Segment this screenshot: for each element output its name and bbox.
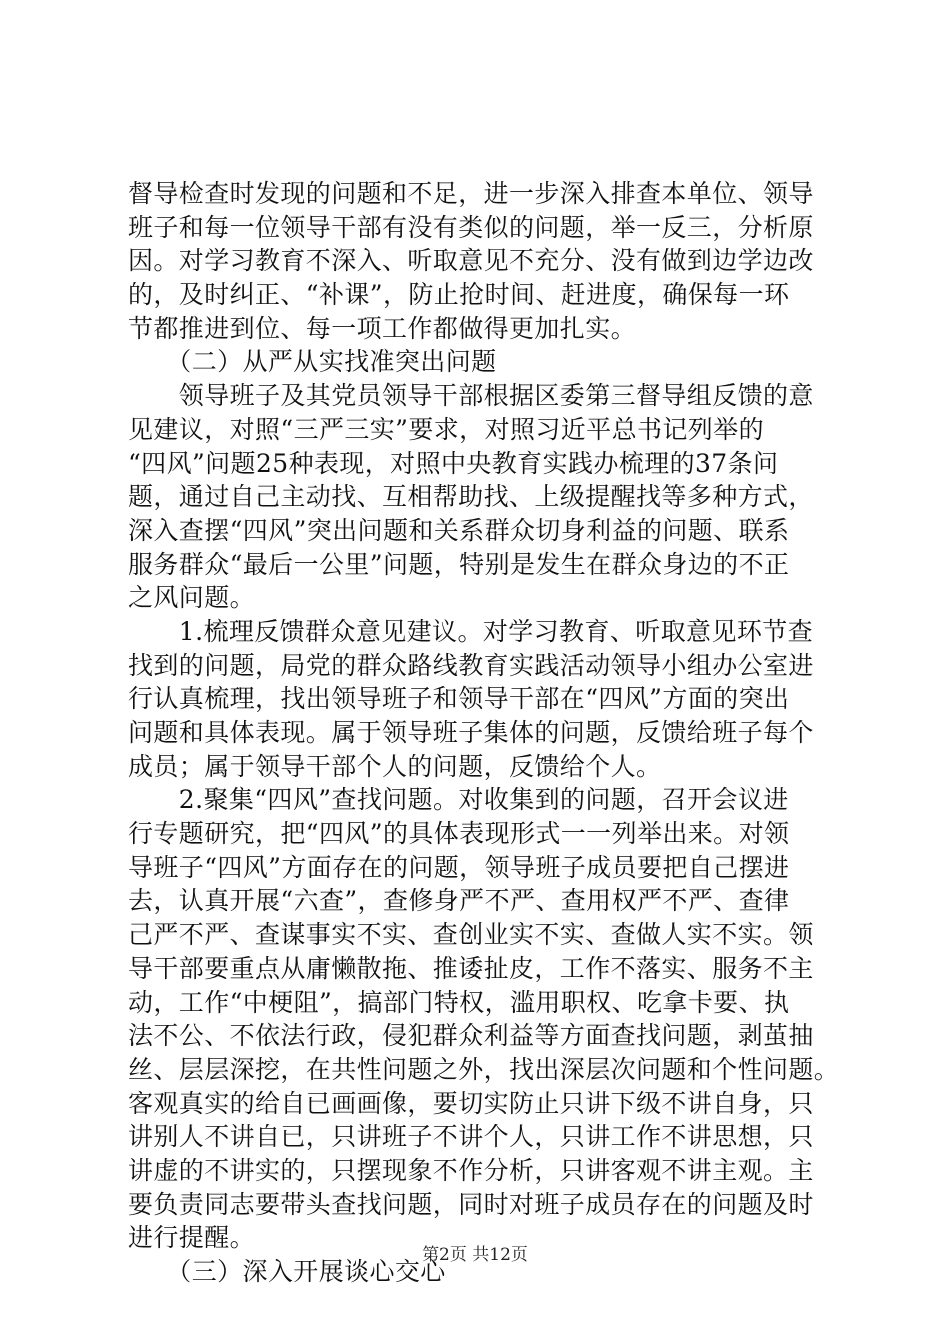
text-line: 找到的问题，局党的群众路线教育实践活动领导小组办公室进	[128, 650, 814, 680]
text-line: 问题和具体表现。属于领导班子集体的问题，反馈给班子每个	[128, 718, 814, 747]
section-heading: （二）从严从实找准突出问题	[128, 347, 497, 377]
text-line: 班子和每一位领导干部有没有类似的问题，举一反三，分析原	[128, 212, 814, 242]
text-line: 节都推进到位、每一项工作都做得更加扎实。	[128, 313, 637, 343]
text-line: 丝、层层深挖，在共性问题之外，找出深层次问题和个性问题。	[128, 1054, 840, 1084]
page-number-footer: 第2页 共12页	[422, 1245, 528, 1265]
text-line: 1.梳理反馈群众意见建议。对学习教育、听取意见环节查	[128, 616, 814, 646]
text-line: 领导班子及其党员领导干部根据区委第三督导组反馈的意	[128, 381, 814, 411]
text-line: 讲虚的不讲实的，只摆现象不作分析，只讲客观不讲主观。主	[128, 1155, 814, 1185]
text-line: 因。对学习教育不深入、听取意见不充分、没有做到边学边改	[128, 246, 814, 276]
text-line: 深入查摆“四风”突出问题和关系群众切身利益的问题、联系	[128, 515, 790, 545]
text-line: 讲别人不讲自已，只讲班子不讲个人，只讲工作不讲思想，只	[128, 1122, 814, 1152]
text-line: 客观真实的给自已画画像，要切实防止只讲下级不讲自身，只	[128, 1088, 814, 1118]
text-line: 行认真梳理，找出领导班子和领导干部在“四风”方面的突出	[128, 684, 790, 714]
text-line: 动，工作“中梗阻”，搞部门特权，滥用职权、吃拿卡要、执	[128, 987, 790, 1017]
text-line: 的，及时纠正、“补课”，防止抢时间、赶进度，确保每一环	[128, 280, 790, 310]
text-line: 进行提醒。	[128, 1223, 256, 1253]
text-line: 2.聚集“四风”查找问题。对收集到的问题，召开会议进	[128, 785, 789, 815]
text-line: 导干部要重点从庸懒散拖、推诿扯皮，工作不落实、服务不主	[128, 953, 814, 983]
text-line: 之风问题。	[128, 583, 256, 613]
text-line: 去，认真开展“六查”，查修身严不严、查用权严不严、查律	[128, 886, 790, 916]
text-line: 见建议，对照“三严三实”要求，对照习近平总书记列举的	[128, 414, 764, 444]
section-heading: （三）深入开展谈心交心	[128, 1257, 446, 1286]
text-line: 法不公、不依法行政，侵犯群众利益等方面查找问题，剥茧抽	[128, 1021, 814, 1051]
text-line: 导班子“四风”方面存在的问题，领导班子成员要把自己摆进	[128, 852, 790, 882]
text-line: 己严不严、查谋事实不实、查创业实不实、查做人实不实。领	[128, 920, 814, 950]
text-line: 题，通过自己主动找、互相帮助找、上级提醒找等多种方式，	[128, 482, 814, 512]
text-line: 行专题研究，把“四风”的具体表现形式一一列举出来。对领	[128, 819, 790, 849]
text-line: 要负责同志要带头查找问题，同时对班子成员存在的问题及时	[128, 1189, 814, 1219]
text-line: 成员；属于领导干部个人的问题，反馈给个人。	[128, 751, 662, 781]
text-line: 服务群众“最后一公里”问题，特别是发生在群众身边的不正	[128, 549, 790, 579]
text-line: 督导检查时发现的问题和不足，进一步深入排查本单位、领导	[128, 179, 814, 208]
document-body	[128, 177, 840, 1289]
text-line: “四风”问题25种表现，对照中央教育实践办梳理的37条问	[128, 448, 779, 478]
